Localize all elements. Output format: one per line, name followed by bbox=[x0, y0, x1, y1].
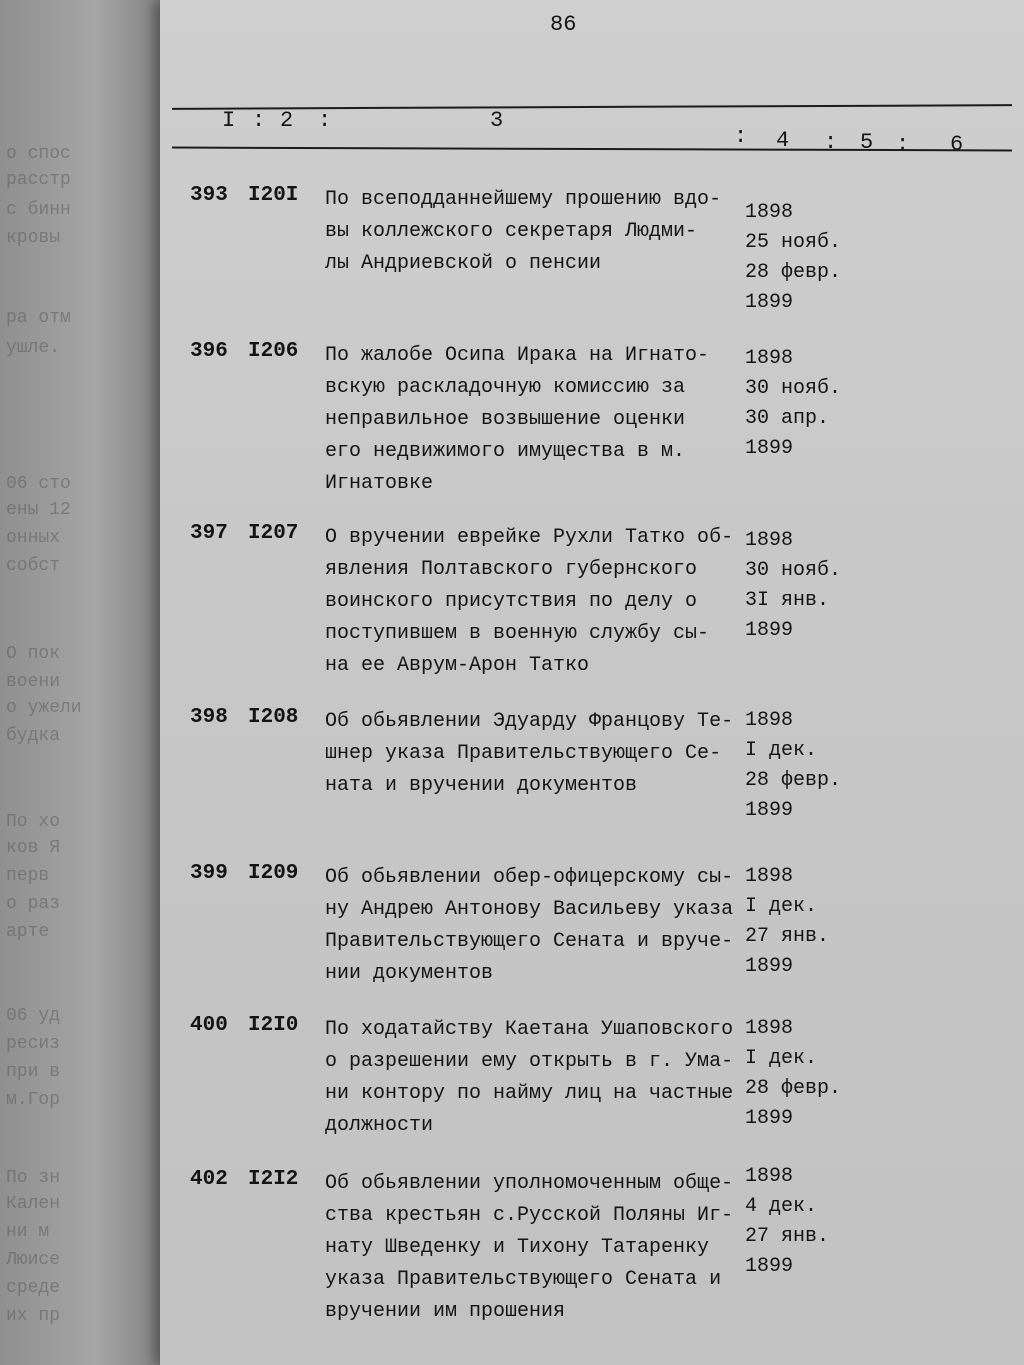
header-col-2: 2 bbox=[280, 108, 294, 133]
record-description bbox=[325, 340, 755, 500]
document-page bbox=[160, 0, 1024, 1365]
record-number: 399 bbox=[190, 862, 228, 885]
description-line: По ходатайству Каетана Ушаповского bbox=[325, 1018, 734, 1041]
date-line: 28 февр. bbox=[745, 1077, 842, 1100]
gutter-ghost-line: ков Я bbox=[6, 838, 61, 858]
date-line: 25 нояб. bbox=[745, 231, 842, 254]
description-line: воинского присутствия по делу о bbox=[325, 590, 698, 613]
description-line: должности bbox=[325, 1114, 434, 1137]
record-description bbox=[325, 862, 755, 990]
description-line: Правительствующего Сената и вруче- bbox=[325, 930, 734, 953]
header-col-3: 3 bbox=[490, 108, 504, 133]
description-line: Об обьявлении уполномоченным обще- bbox=[325, 1172, 734, 1195]
description-line: Игнатовке bbox=[325, 472, 434, 495]
record-description bbox=[325, 522, 755, 682]
record-code: I208 bbox=[248, 706, 299, 729]
date-line: 1899 bbox=[745, 1255, 794, 1278]
date-line: 1898 bbox=[745, 201, 794, 224]
header-rule-bottom bbox=[172, 147, 1012, 152]
description-line: О вручении еврейке Рухли Татко об- bbox=[325, 526, 734, 549]
record-dates bbox=[745, 1014, 841, 1134]
header-col-6: 6 bbox=[950, 132, 964, 157]
record-code: I20I bbox=[248, 184, 299, 207]
gutter-ghost-line: ресиз bbox=[6, 1034, 61, 1054]
gutter-ghost-line: кровы bbox=[6, 228, 61, 248]
record-description bbox=[325, 1168, 755, 1328]
description-line: указа Правительствующего Сената и bbox=[325, 1268, 722, 1291]
description-line: вручении им прошения bbox=[325, 1300, 566, 1323]
gutter-ghost-line: о раз bbox=[6, 894, 61, 914]
header-sep-4: : bbox=[824, 130, 838, 155]
date-line: I дек. bbox=[745, 739, 818, 762]
gutter-ghost-line: расстр bbox=[6, 170, 71, 190]
record-number: 402 bbox=[190, 1168, 228, 1191]
header-sep-2: : bbox=[318, 108, 332, 133]
record-code: I209 bbox=[248, 862, 299, 885]
gutter-ghost-line: ены 12 bbox=[6, 500, 71, 520]
description-line: Об обьявлении обер-офицерскому сы- bbox=[325, 866, 734, 889]
gutter-ghost-line: о ужели bbox=[6, 698, 82, 718]
record-number: 397 bbox=[190, 522, 228, 545]
record-number: 396 bbox=[190, 340, 228, 363]
description-line: вскую раскладочную комиссию за bbox=[325, 376, 686, 399]
gutter-ghost-line: ушле. bbox=[6, 338, 61, 358]
description-line: По жалобе Осипа Ирака на Игнато- bbox=[325, 344, 710, 367]
description-line: Об обьявлении Эдуарду Францову Те- bbox=[325, 710, 734, 733]
date-line: 1898 bbox=[745, 1017, 794, 1040]
gutter-ghost-line: онных bbox=[6, 528, 61, 548]
record-dates bbox=[745, 706, 841, 826]
date-line: 27 янв. bbox=[745, 1225, 830, 1248]
gutter-ghost-line: м.Гор bbox=[6, 1090, 61, 1110]
date-line: 1898 bbox=[745, 865, 794, 888]
header-rule-top bbox=[172, 104, 1012, 110]
record-description bbox=[325, 706, 755, 802]
gutter-ghost-line: воени bbox=[6, 672, 61, 692]
date-line: 1899 bbox=[745, 619, 794, 642]
record-number: 393 bbox=[190, 184, 228, 207]
record-number: 400 bbox=[190, 1014, 228, 1037]
description-line: поступившем в военную службу сы- bbox=[325, 622, 710, 645]
gutter-ghost-line: с бинн bbox=[6, 200, 71, 220]
record-dates bbox=[745, 1162, 829, 1282]
gutter-ghost-line: О пок bbox=[6, 644, 61, 664]
record-dates bbox=[745, 198, 841, 318]
record-code: I2I0 bbox=[248, 1014, 299, 1037]
date-line: 30 нояб. bbox=[745, 559, 842, 582]
date-line: 1898 bbox=[745, 1165, 794, 1188]
date-line: I дек. bbox=[745, 895, 818, 918]
record-description bbox=[325, 184, 755, 280]
date-line: 1898 bbox=[745, 347, 794, 370]
description-line: шнер указа Правительствующего Се- bbox=[325, 742, 722, 765]
record-code: I206 bbox=[248, 340, 299, 363]
description-line: вы коллежского секретаря Людми- bbox=[325, 220, 698, 243]
record-code: I2I2 bbox=[248, 1168, 299, 1191]
date-line: 28 февр. bbox=[745, 261, 842, 284]
header-col-4: 4 bbox=[776, 128, 790, 153]
date-line: 30 апр. bbox=[745, 407, 830, 430]
record-dates bbox=[745, 862, 829, 982]
gutter-ghost-line: арте bbox=[6, 922, 50, 942]
date-line: 4 дек. bbox=[745, 1195, 818, 1218]
gutter-ghost-line: перв bbox=[6, 866, 50, 886]
gutter-ghost-line: 06 уд bbox=[6, 1006, 61, 1026]
gutter-ghost-line: их пр bbox=[6, 1306, 61, 1326]
header-sep-1: : bbox=[252, 108, 266, 133]
record-description bbox=[325, 1014, 755, 1142]
date-line: 27 янв. bbox=[745, 925, 830, 948]
record-dates bbox=[745, 526, 841, 646]
description-line: лы Андриевской о пенсии bbox=[325, 252, 602, 275]
gutter-ghost-line: Люисе bbox=[6, 1250, 61, 1270]
description-line: явления Полтавского губернского bbox=[325, 558, 698, 581]
gutter-ghost-line: о спос bbox=[6, 144, 71, 164]
date-line: 1899 bbox=[745, 1107, 794, 1130]
description-line: ства крестьян с.Русской Поляны Иг- bbox=[325, 1204, 734, 1227]
description-line: По всеподданнейшему прошению вдо- bbox=[325, 188, 722, 211]
record-number: 398 bbox=[190, 706, 228, 729]
description-line: нии документов bbox=[325, 962, 494, 985]
gutter-ghost-line: ра отм bbox=[6, 308, 71, 328]
date-line: I дек. bbox=[745, 1047, 818, 1070]
date-line: 1899 bbox=[745, 799, 794, 822]
header-sep-3: : bbox=[734, 124, 748, 149]
date-line: 28 февр. bbox=[745, 769, 842, 792]
header-col-5: 5 bbox=[860, 130, 874, 155]
gutter-ghost-line: собст bbox=[6, 556, 61, 576]
description-line: его недвижимого имущества в м. bbox=[325, 440, 686, 463]
gutter-ghost-line: ни м bbox=[6, 1222, 50, 1242]
description-line: ну Андрею Антонову Васильеву указа bbox=[325, 898, 734, 921]
date-line: 30 нояб. bbox=[745, 377, 842, 400]
description-line: ната и вручении документов bbox=[325, 774, 638, 797]
description-line: ни контору по найму лиц на частные bbox=[325, 1082, 734, 1105]
gutter-ghost-line: Кален bbox=[6, 1194, 61, 1214]
description-line: о разрешении ему открыть в г. Ума- bbox=[325, 1050, 734, 1073]
page-number: 86 bbox=[550, 12, 577, 37]
gutter-ghost-line: По хо bbox=[6, 812, 61, 832]
date-line: 1899 bbox=[745, 955, 794, 978]
gutter-ghost-line: По зн bbox=[6, 1168, 61, 1188]
date-line: 1898 bbox=[745, 529, 794, 552]
record-dates bbox=[745, 344, 841, 464]
record-code: I207 bbox=[248, 522, 299, 545]
date-line: 1899 bbox=[745, 437, 794, 460]
description-line: неправильное возвышение оценки bbox=[325, 408, 686, 431]
description-line: нату Шведенку и Тихону Татаренку bbox=[325, 1236, 710, 1259]
header-sep-5: : bbox=[896, 132, 910, 157]
date-line: 1899 bbox=[745, 291, 794, 314]
description-line: на ее Аврум-Арон Татко bbox=[325, 654, 590, 677]
date-line: 1898 bbox=[745, 709, 794, 732]
date-line: 3I янв. bbox=[745, 589, 830, 612]
gutter-ghost-line: будка bbox=[6, 726, 61, 746]
gutter-ghost-line: 06 сто bbox=[6, 474, 71, 494]
left-gutter-previous-page bbox=[0, 0, 175, 1365]
header-col-1: I bbox=[222, 108, 236, 133]
gutter-ghost-line: среде bbox=[6, 1278, 61, 1298]
gutter-ghost-line: при в bbox=[6, 1062, 61, 1082]
